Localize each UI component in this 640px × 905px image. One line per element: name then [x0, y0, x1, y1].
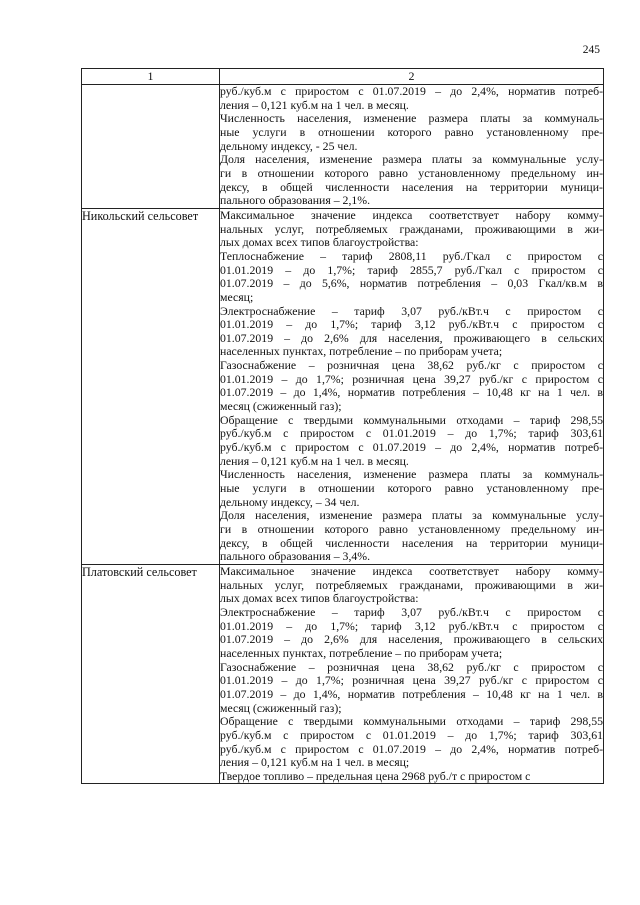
text-line: ления – 0,121 куб.м на 1 чел. в месяц.: [220, 454, 409, 468]
text-line: ные услуги в отношении которого равно установленному пре-: [220, 482, 603, 496]
text-line: 01.01.2019 – до 1,7%; тариф 3,12 руб./кВт.ч с приростом с: [220, 619, 603, 633]
region-description: [220, 208, 604, 564]
text-line: 01.01.2019 – до 1,7%; тариф 3,12 руб./кВт.ч с приростом с: [220, 318, 603, 332]
text-line: пального образования – 2,1%.: [220, 194, 371, 208]
text-line: месяц (сжиженный газ);: [220, 400, 342, 414]
region-description: [220, 85, 604, 209]
text-line: 01.01.2019 – до 1,7%; тариф 2855,7 руб./Гкал с приростом с: [220, 263, 603, 277]
text-line: ления – 0,121 куб.м на 1 чел. в месяц;: [220, 756, 410, 770]
paragraph: [220, 565, 603, 606]
text-line: 01.01.2019 – до 1,7%; розничная цена 39,27 руб./кг с приростом с: [220, 372, 603, 386]
paragraph: [220, 250, 603, 305]
text-line: дексу, в общей численности населения на территории муници-: [220, 180, 603, 194]
table-row: [82, 85, 604, 209]
paragraph: [220, 715, 603, 770]
column-header-2: 2: [220, 69, 604, 85]
text-line: Электроснабжение – тариф 3,07 руб./кВт.ч с приростом с: [220, 304, 603, 318]
paragraph: [220, 509, 603, 564]
paragraph: [220, 770, 603, 784]
paragraph: [220, 359, 603, 414]
text-line: ления – 0,121 куб.м на 1 чел. в месяц.: [220, 98, 409, 112]
text-line: лых домах всех типов благоустройства:: [220, 592, 419, 606]
text-line: пального образования – 3,4%.: [220, 550, 371, 564]
text-line: Доля населения, изменение размера платы за коммунальные услу-: [220, 509, 603, 523]
text-line: 01.07.2019 – до 1,4%, норматив потребления – 10,48 кг на 1 чел. в: [220, 386, 603, 400]
column-header-1: 1: [82, 69, 220, 85]
text-line: месяц (сжиженный газ);: [220, 701, 342, 715]
text-line: Газоснабжение – розничная цена 38,62 руб./кг с приростом с: [220, 660, 603, 674]
text-line: Газоснабжение – розничная цена 38,62 руб./кг с приростом с: [220, 359, 603, 373]
tariff-table: [81, 68, 604, 784]
region-name: Никольский сельсовет: [82, 208, 220, 564]
paragraph: [220, 153, 603, 208]
text-line: 01.01.2019 – до 1,7%; розничная цена 39,27 руб./кг с приростом с: [220, 674, 603, 688]
text-line: Численность населения, изменение размера платы за коммуналь-: [220, 468, 603, 482]
text-line: Обращение с твердыми коммунальными отходами – тариф 298,55: [220, 413, 603, 427]
text-line: Численность населения, изменение размера платы за коммуналь-: [220, 112, 603, 126]
text-line: руб./куб.м с приростом с 01.07.2019 – до 2,4%, норматив потреб-: [220, 85, 603, 98]
text-line: 01.07.2019 – до 2,6% для населения, проживающего в сельских: [220, 633, 603, 647]
text-line: месяц;: [220, 290, 254, 304]
text-line: 01.07.2019 – до 2,6% для населения, проживающего в сельских: [220, 331, 603, 345]
text-line: дельному индексу, – 34 чел.: [220, 495, 360, 509]
text-line: дексу, в общей численности населения на территории муници-: [220, 536, 603, 550]
text-line: ные услуги в отношении которого равно установленному пре-: [220, 125, 603, 139]
text-line: лых домах всех типов благоустройства:: [220, 236, 419, 250]
paragraph: [220, 414, 603, 469]
text-line: населенных пунктах, потребление – по приборам учета;: [220, 646, 503, 660]
text-line: 01.07.2019 – до 1,4%, норматив потребления – 10,48 кг на 1 чел. в: [220, 687, 603, 701]
text-line: Теплоснабжение – тариф 2808,11 руб./Гкал с приростом с: [220, 249, 603, 263]
text-line: 01.07.2019 – до 5,6%, норматив потребления – 0,03 Гкал/кв.м в: [220, 277, 603, 291]
text-line: Обращение с твердыми коммунальными отходами – тариф 298,55: [220, 715, 603, 729]
text-line: Максимальное значение индекса соответствует набору комму-: [220, 564, 603, 578]
paragraph: [220, 85, 603, 112]
text-line: Электроснабжение – тариф 3,07 руб./кВт.ч с приростом с: [220, 605, 603, 619]
paragraph: [220, 112, 603, 153]
text-line: Твердое топливо – предельная цена 2968 руб./т с приростом с: [220, 769, 531, 783]
text-line: нальных услуг, потребляемых гражданами, проживающими в жи-: [220, 578, 603, 592]
text-line: населенных пунктах, потребление – по приборам учета;: [220, 345, 503, 359]
table-row: [82, 208, 604, 564]
region-name: [82, 85, 220, 209]
text-line: руб./куб.м с приростом с 01.01.2019 – до 1,7%; тариф 303,61: [220, 728, 603, 742]
text-line: дельному индексу, - 25 чел.: [220, 139, 358, 153]
paragraph: [220, 661, 603, 716]
text-line: руб./куб.м с приростом с 01.01.2019 – до 1,7%; тариф 303,61: [220, 427, 603, 441]
text-line: Доля населения, изменение размера платы за коммунальные услу-: [220, 153, 603, 167]
region-name: Платовский сельсовет: [82, 564, 220, 784]
paragraph: [220, 468, 603, 509]
paragraph: [220, 305, 603, 360]
text-line: ги в отношении которого равно установленному предельному ин-: [220, 166, 603, 180]
text-line: руб./куб.м с приростом с 01.07.2019 – до 2,4%, норматив потреб-: [220, 441, 603, 455]
paragraph: [220, 209, 603, 250]
text-line: нальных услуг, потребляемых гражданами, проживающими в жи-: [220, 222, 603, 236]
paragraph: [220, 606, 603, 661]
text-line: Максимальное значение индекса соответствует набору комму-: [220, 208, 603, 222]
text-line: ги в отношении которого равно установленному предельному ин-: [220, 523, 603, 536]
table-row: [82, 564, 604, 784]
text-line: руб./куб.м с приростом с 01.07.2019 – до 2,4%, норматив потреб-: [220, 742, 603, 756]
table-header-row: [82, 69, 604, 85]
page-number: 245: [582, 44, 600, 56]
region-description: [220, 564, 604, 784]
